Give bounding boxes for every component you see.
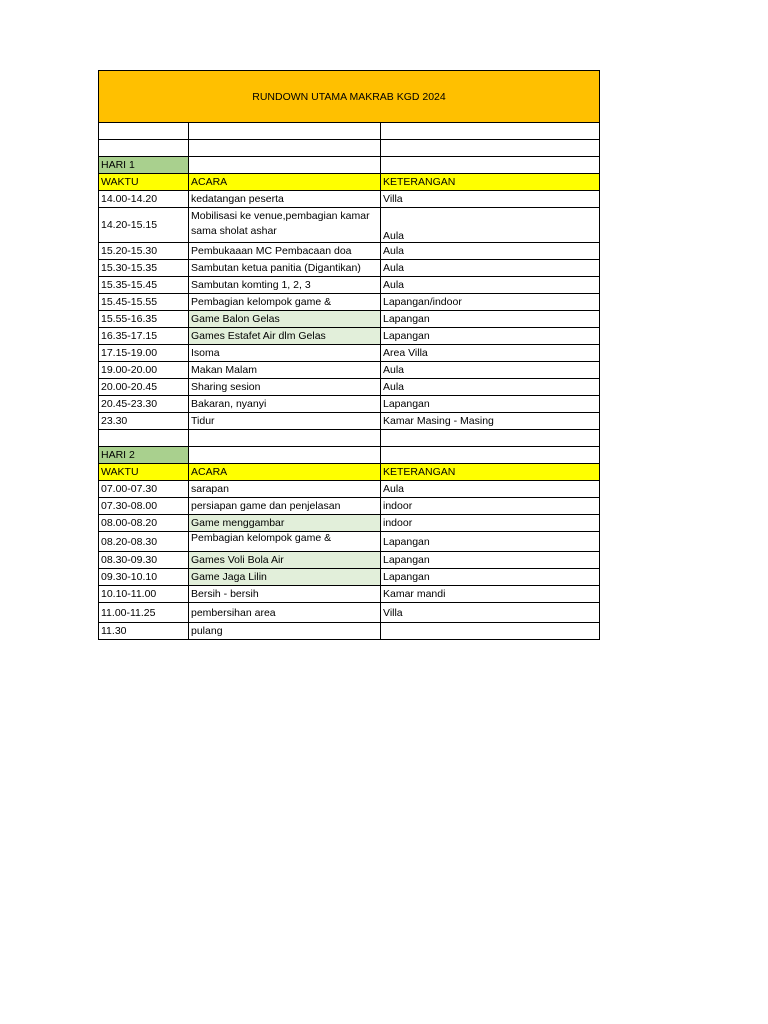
table-row <box>99 623 600 640</box>
table-row <box>99 379 600 396</box>
day-label-row <box>99 447 600 464</box>
waktu-cell: 08.20-08.30 <box>99 532 189 552</box>
keterangan-cell: Aula <box>381 260 600 277</box>
sheet-title: RUNDOWN UTAMA MAKRAB KGD 2024 <box>99 71 600 123</box>
acara-cell: Games Voli Bola Air <box>189 552 381 569</box>
table-row <box>99 277 600 294</box>
empty-row <box>99 430 600 447</box>
header-row-day2 <box>99 464 600 481</box>
keterangan-cell <box>381 623 600 640</box>
keterangan-cell: Aula <box>381 277 600 294</box>
acara-cell: Mobilisasi ke venue,pembagian kamar sama sholat ashar <box>189 208 381 243</box>
keterangan-cell: Aula <box>381 208 600 243</box>
table-row <box>99 294 600 311</box>
waktu-cell: 15.55-16.35 <box>99 311 189 328</box>
acara-cell: pulang <box>189 623 381 640</box>
waktu-cell: 20.45-23.30 <box>99 396 189 413</box>
table-row <box>99 569 600 586</box>
keterangan-cell: indoor <box>381 515 600 532</box>
acara-cell: sarapan <box>189 481 381 498</box>
rundown-table <box>98 70 600 640</box>
day1-label: HARI 1 <box>99 157 189 174</box>
keterangan-cell: Lapangan <box>381 328 600 345</box>
acara-cell: Isoma <box>189 345 381 362</box>
keterangan-cell: Lapangan <box>381 569 600 586</box>
acara-cell: Pembukaaan MC Pembacaan doa <box>189 243 381 260</box>
acara-cell: kedatangan peserta <box>189 191 381 208</box>
waktu-cell: 15.30-15.35 <box>99 260 189 277</box>
acara-cell: Sambutan komting 1, 2, 3 <box>189 277 381 294</box>
table-row <box>99 311 600 328</box>
keterangan-cell: Aula <box>381 379 600 396</box>
waktu-cell: 07.00-07.30 <box>99 481 189 498</box>
header-waktu: WAKTU <box>99 464 189 481</box>
keterangan-cell: Lapangan <box>381 532 600 552</box>
acara-cell: persiapan game dan penjelasan <box>189 498 381 515</box>
acara-cell: Game menggambar <box>189 515 381 532</box>
keterangan-cell: indoor <box>381 498 600 515</box>
waktu-cell: 11.30 <box>99 623 189 640</box>
table-row <box>99 243 600 260</box>
day2-label: HARI 2 <box>99 447 189 464</box>
table-row <box>99 208 600 243</box>
keterangan-cell: Lapangan/indoor <box>381 294 600 311</box>
keterangan-cell: Lapangan <box>381 396 600 413</box>
table-row <box>99 260 600 277</box>
waktu-cell: 16.35-17.15 <box>99 328 189 345</box>
acara-cell: pembersihan area <box>189 603 381 623</box>
day-label-row <box>99 157 600 174</box>
waktu-cell: 10.10-11.00 <box>99 586 189 603</box>
table-row <box>99 481 600 498</box>
header-acara: ACARA <box>189 464 381 481</box>
rundown-sheet <box>98 70 599 640</box>
keterangan-cell: Area Villa <box>381 345 600 362</box>
table-row <box>99 362 600 379</box>
keterangan-cell: Lapangan <box>381 311 600 328</box>
table-row <box>99 532 600 552</box>
table-row <box>99 515 600 532</box>
waktu-cell: 07.30-08.00 <box>99 498 189 515</box>
header-waktu: WAKTU <box>99 174 189 191</box>
waktu-cell: 20.00-20.45 <box>99 379 189 396</box>
waktu-cell: 08.30-09.30 <box>99 552 189 569</box>
acara-cell: Pembagian kelompok game & <box>189 532 381 552</box>
acara-cell: Games Estafet Air dlm Gelas <box>189 328 381 345</box>
acara-cell: Game Balon Gelas <box>189 311 381 328</box>
table-row <box>99 345 600 362</box>
header-acara: ACARA <box>189 174 381 191</box>
waktu-cell: 08.00-08.20 <box>99 515 189 532</box>
acara-cell: Sharing sesion <box>189 379 381 396</box>
keterangan-cell: Villa <box>381 603 600 623</box>
waktu-cell: 15.35-15.45 <box>99 277 189 294</box>
acara-cell: Tidur <box>189 413 381 430</box>
empty-row <box>99 123 600 140</box>
table-row <box>99 396 600 413</box>
keterangan-cell: Aula <box>381 481 600 498</box>
waktu-cell: 17.15-19.00 <box>99 345 189 362</box>
acara-cell: Sambutan ketua panitia (Digantikan) <box>189 260 381 277</box>
waktu-cell: 15.20-15.30 <box>99 243 189 260</box>
table-row <box>99 328 600 345</box>
table-row <box>99 552 600 569</box>
waktu-cell: 23.30 <box>99 413 189 430</box>
table-row <box>99 413 600 430</box>
header-keterangan: KETERANGAN <box>381 464 600 481</box>
title-row <box>99 71 600 123</box>
waktu-cell: 14.00-14.20 <box>99 191 189 208</box>
header-keterangan: KETERANGAN <box>381 174 600 191</box>
keterangan-cell: Kamar Masing - Masing <box>381 413 600 430</box>
header-row-day1 <box>99 174 600 191</box>
keterangan-cell: Villa <box>381 191 600 208</box>
waktu-cell: 14.20-15.15 <box>99 208 189 243</box>
table-row <box>99 498 600 515</box>
keterangan-cell: Aula <box>381 362 600 379</box>
acara-cell: Makan Malam <box>189 362 381 379</box>
empty-row <box>99 140 600 157</box>
keterangan-cell: Kamar mandi <box>381 586 600 603</box>
acara-cell: Game Jaga Lilin <box>189 569 381 586</box>
table-row <box>99 586 600 603</box>
acara-cell: Pembagian kelompok game & <box>189 294 381 311</box>
waktu-cell: 15.45-15.55 <box>99 294 189 311</box>
waktu-cell: 19.00-20.00 <box>99 362 189 379</box>
acara-cell: Bakaran, nyanyi <box>189 396 381 413</box>
acara-cell: Bersih - bersih <box>189 586 381 603</box>
keterangan-cell: Lapangan <box>381 552 600 569</box>
waktu-cell: 09.30-10.10 <box>99 569 189 586</box>
waktu-cell: 11.00-11.25 <box>99 603 189 623</box>
keterangan-cell: Aula <box>381 243 600 260</box>
table-row <box>99 191 600 208</box>
table-row <box>99 603 600 623</box>
